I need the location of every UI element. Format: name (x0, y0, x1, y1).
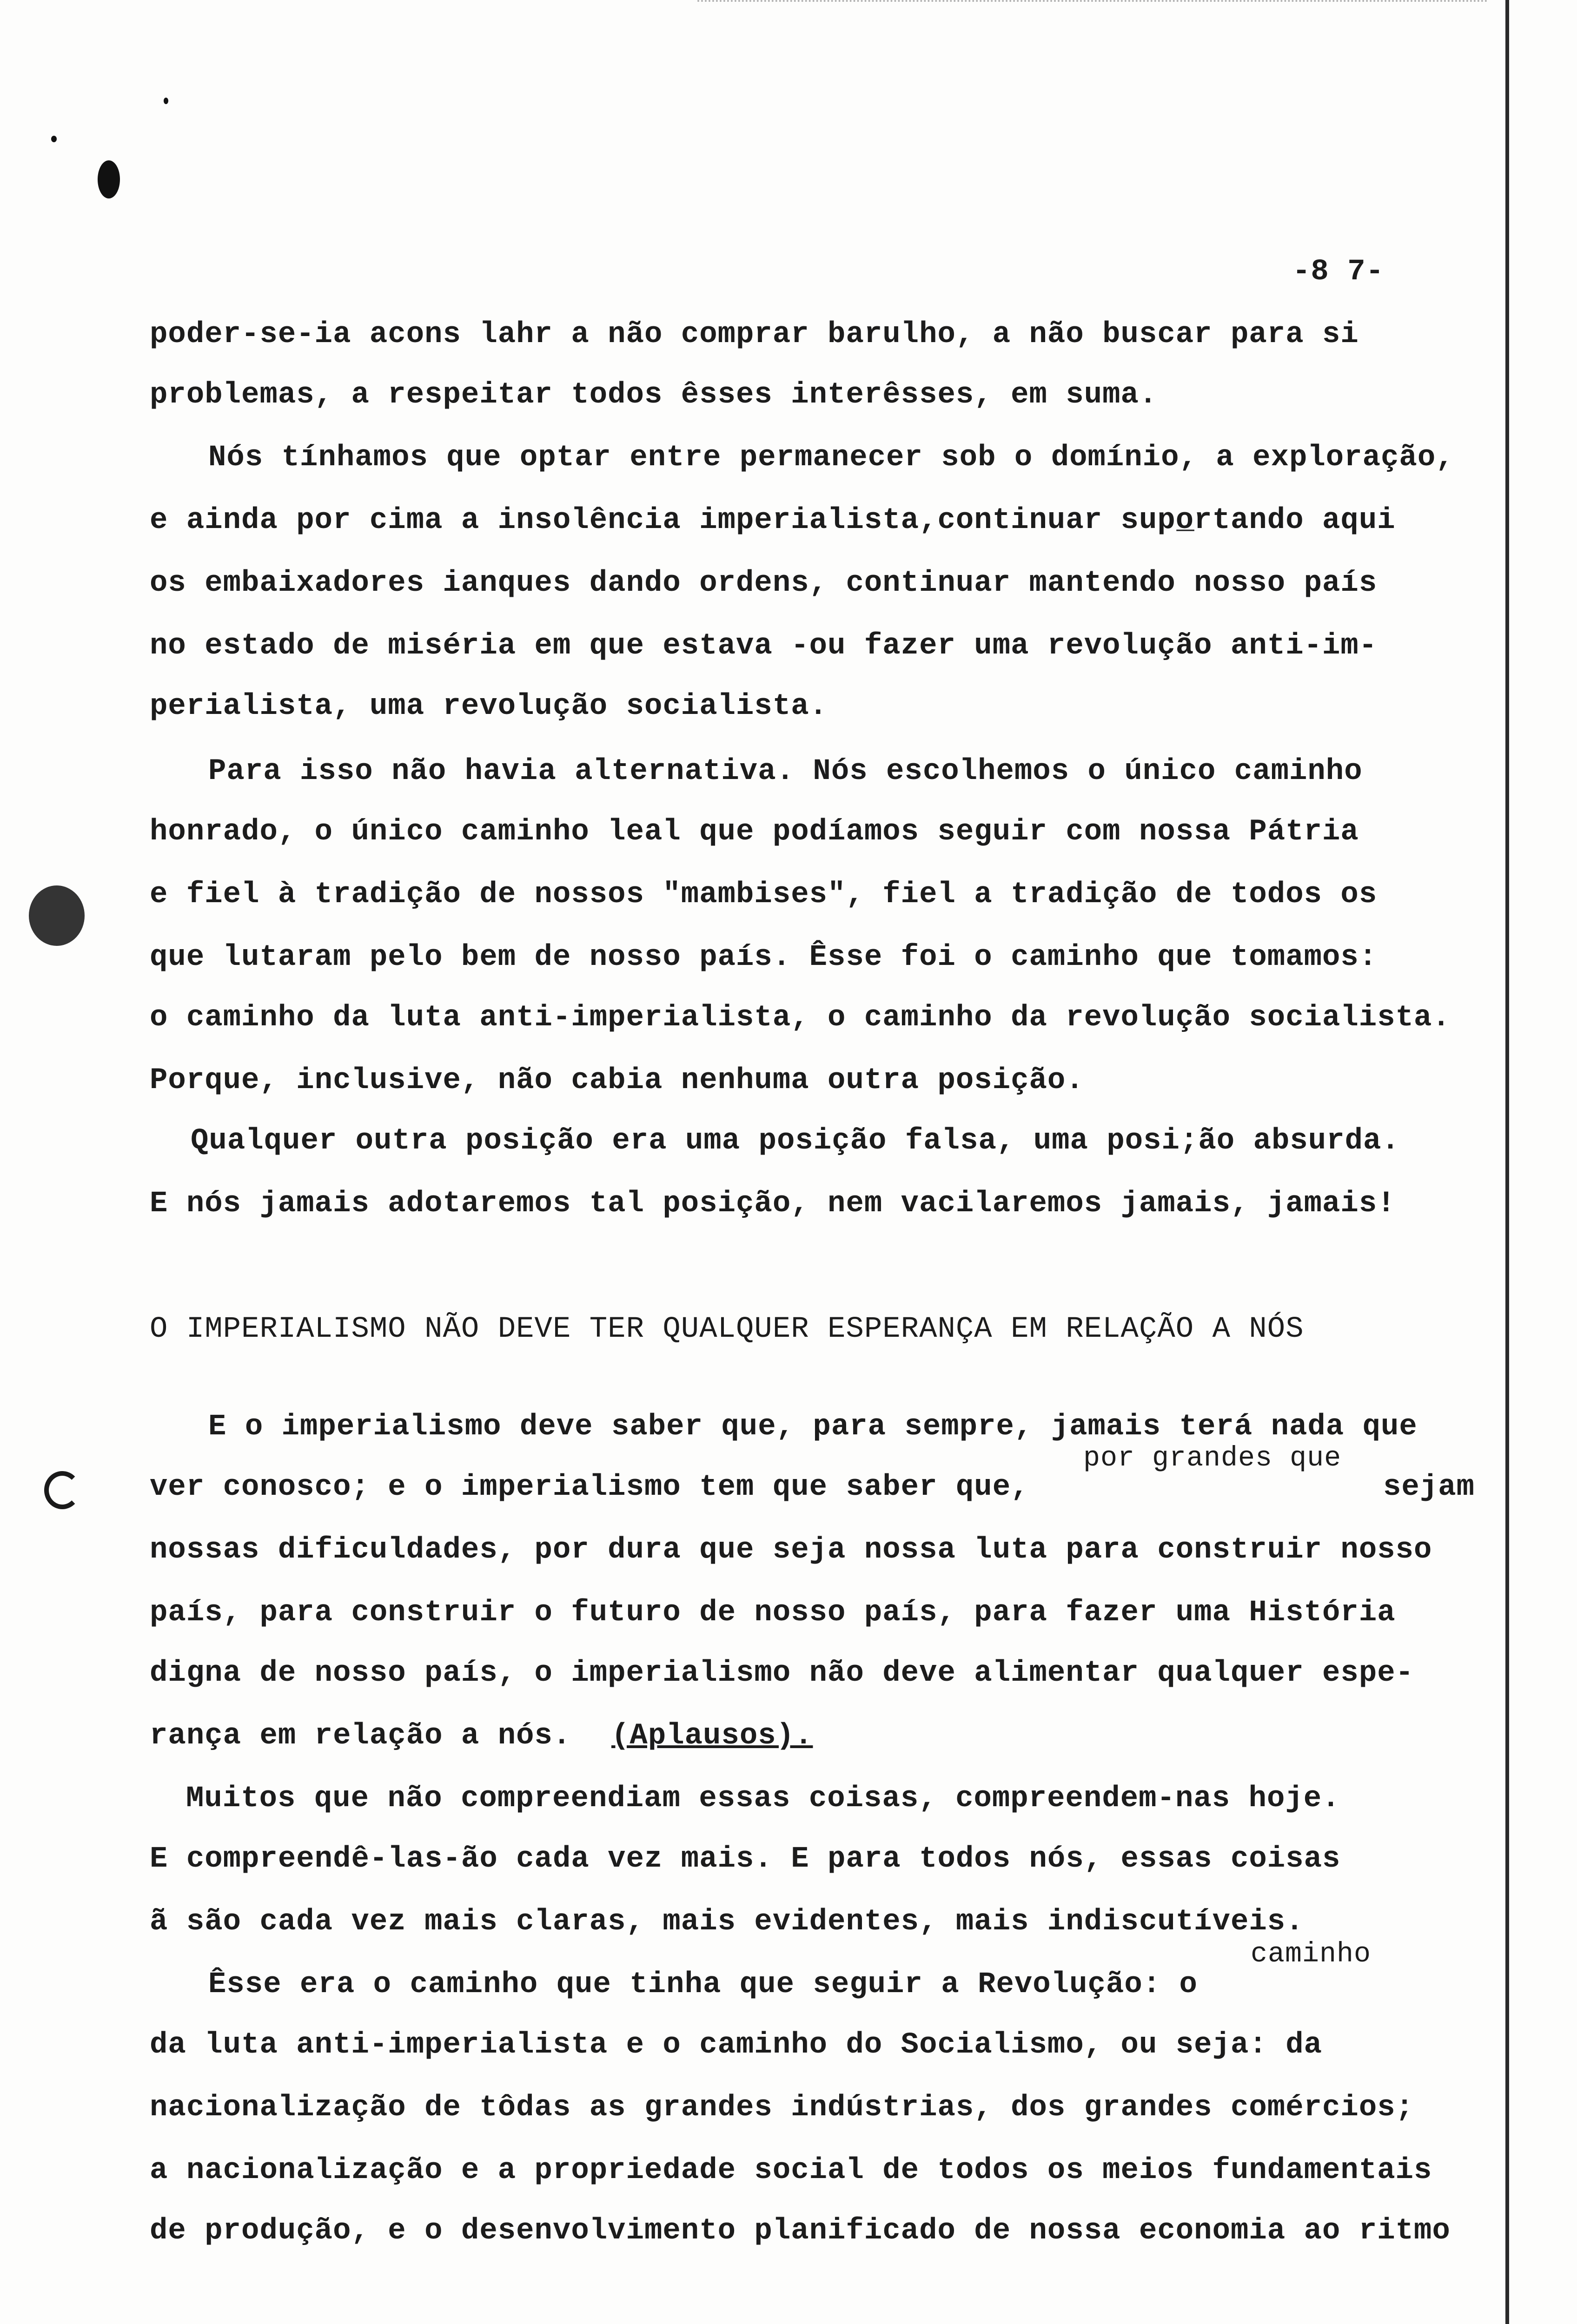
punch-hole-outline (44, 1471, 80, 1509)
text-line: problemas, a respeitar todos êsses interêsses, em suma. (150, 378, 1158, 412)
text-line: Qualquer outra posição era uma posição falsa, uma posi;ão absurda. (191, 1124, 1400, 1158)
text-line: os embaixadores ianques dando ordens, continuar mantendo nosso país (150, 567, 1378, 600)
text-line: Porque, inclusive, não cabia nenhuma outra posição. (150, 1064, 1084, 1097)
text-line: digna de nosso país, o imperialismo não deve alimentar qualquer espe- (150, 1657, 1414, 1690)
text-line: sejam (1383, 1471, 1475, 1504)
ink-speck (51, 136, 57, 142)
text-line: honrado, o único caminho leal que podíamos seguir com nossa Pátria (150, 815, 1359, 849)
top-edge-dots (697, 0, 1488, 4)
text-line: ã são cada vez mais claras, mais evidentes, mais indiscutíveis. (150, 1905, 1304, 1939)
text-line: no estado de miséria em que estava -ou fazer uma revolução anti-im- (150, 629, 1378, 663)
text-line: E o imperialismo deve saber que, para sempre, jamais terá nada que (208, 1410, 1418, 1444)
inserted-text: caminho (1251, 1939, 1372, 1970)
text-line: país, para construir o futuro de nosso país, para fazer uma História (150, 1596, 1396, 1630)
text-line: que lutaram pelo bem de nosso país. Êsse foi o caminho que tomamos: (150, 941, 1378, 974)
text-line: a nacionalização e a propriedade social de todos os meios fundamentais (150, 2154, 1432, 2187)
ink-speck (164, 98, 168, 104)
text-line: poder-se-ia acons lahr a não comprar barulho, a não buscar para si (150, 318, 1359, 351)
text-line: nacionalização de tôdas as grandes indústrias, dos grandes comércios; (150, 2091, 1414, 2125)
applause-note: (Aplausos). (611, 1719, 813, 1753)
text-line: Muitos que não compreendiam essas coisas, compreendem-nas hoje. (186, 1782, 1340, 1816)
text-line: Para isso não havia alternativa. Nós escolhemos o único caminho (208, 755, 1363, 788)
text-line: da luta anti-imperialista e o caminho do Socialismo, ou seja: da (150, 2028, 1322, 2062)
text-line: E nós jamais adotaremos tal posição, nem vacilaremos jamais, jamais! (150, 1187, 1396, 1221)
text-line: o caminho da luta anti-imperialista, o caminho da revolução socialista. (150, 1001, 1451, 1035)
text-line: e fiel à tradição de nossos "mambises", fiel a tradição de todos os (150, 878, 1378, 911)
ink-blot (98, 160, 120, 198)
page-number: -8 7- (1292, 255, 1385, 289)
text-line: rança em relação a nós. (150, 1719, 571, 1753)
inserted-text: por grandes que (1083, 1443, 1342, 1474)
text-line: E compreendê-las-ão cada vez mais. E para todos nós, essas coisas (150, 1842, 1341, 1876)
right-margin-rule (1505, 0, 1509, 2324)
text-line: e ainda por cima a insolência imperialista,continuar supo̲rtando aqui (150, 504, 1396, 537)
text-line: Nós tínhamos que optar entre permanecer sob o domínio, a exploração, (208, 441, 1454, 475)
punch-hole-mark (29, 885, 85, 946)
text-line: ver conosco; e o imperialismo tem que saber que, (150, 1471, 1029, 1504)
text-line: perialista, uma revolução socialista. (150, 690, 828, 723)
text-line: nossas dificuldades, por dura que seja nossa luta para construir nosso (150, 1533, 1432, 1567)
section-heading: O IMPERIALISMO NÃO DEVE TER QUALQUER ESPERANÇA EM RELAÇÃO A NÓS (150, 1313, 1304, 1346)
text-line: Êsse era o caminho que tinha que seguir a Revolução: o (208, 1968, 1198, 2001)
text-line: de produção, e o desenvolvimento planificado de nossa economia ao ritmo (150, 2214, 1451, 2248)
